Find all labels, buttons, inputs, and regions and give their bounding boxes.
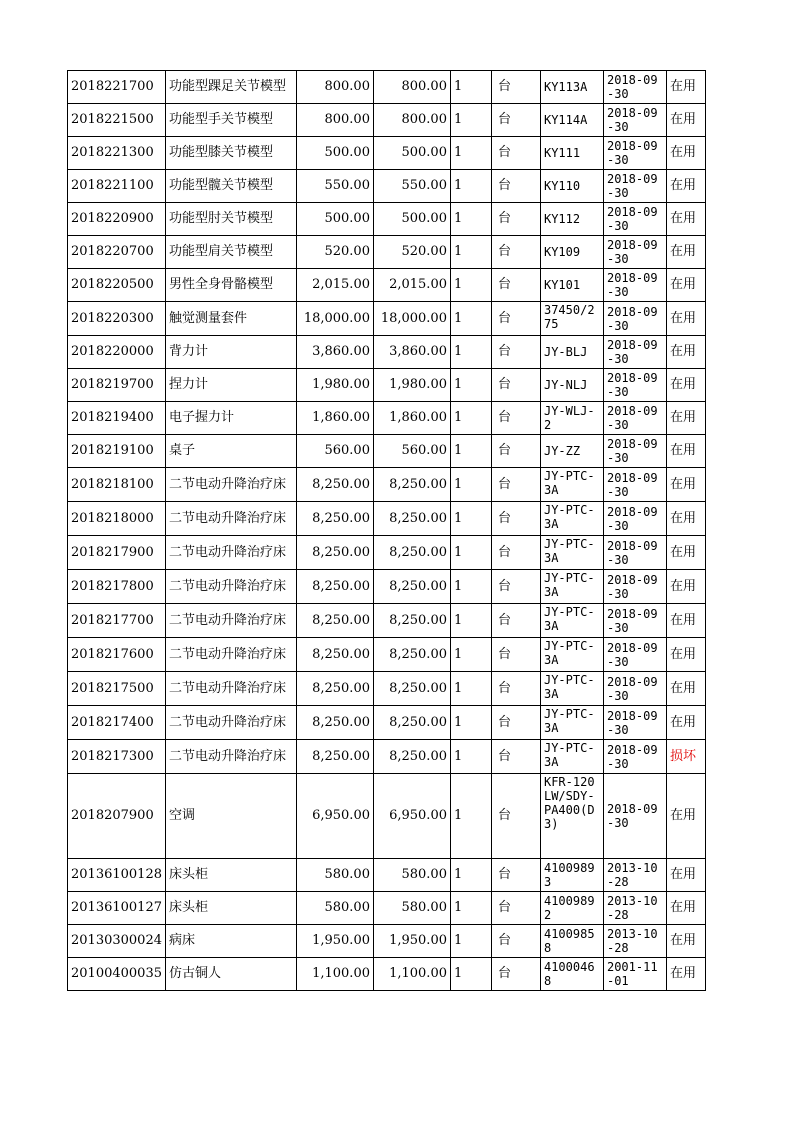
unit-price-cell: 8,250.00 — [296, 570, 373, 604]
quantity-cell: 1 — [450, 672, 491, 706]
quantity-cell: 1 — [450, 236, 491, 269]
unit-price-cell: 1,860.00 — [296, 402, 373, 435]
quantity-cell: 1 — [450, 925, 491, 958]
model-cell: KY110 — [540, 170, 603, 203]
model-cell: JY-PTC-3A — [540, 604, 603, 638]
unit-price-cell: 6,950.00 — [296, 774, 373, 859]
purchase-date-cell: 2018-09-30 — [603, 302, 666, 336]
table-row — [68, 336, 706, 369]
model-cell: KY114A — [540, 104, 603, 137]
table-row — [68, 925, 706, 958]
status-cell: 在用 — [666, 435, 705, 468]
purchase-date-cell: 2018-09-30 — [603, 336, 666, 369]
purchase-date-cell: 2013-10-28 — [603, 925, 666, 958]
total-price-cell: 18,000.00 — [373, 302, 450, 336]
unit-cell: 台 — [491, 402, 540, 435]
asset-id-cell: 2018217900 — [68, 536, 166, 570]
table-row — [68, 672, 706, 706]
purchase-date-cell: 2018-09-30 — [603, 604, 666, 638]
quantity-cell: 1 — [450, 740, 491, 774]
asset-id-cell: 2018219400 — [68, 402, 166, 435]
unit-price-cell: 580.00 — [296, 859, 373, 892]
asset-name-cell: 二节电动升降治疗床 — [165, 536, 296, 570]
unit-cell: 台 — [491, 203, 540, 236]
purchase-date-cell: 2018-09-30 — [603, 672, 666, 706]
table-row — [68, 71, 706, 104]
quantity-cell: 1 — [450, 570, 491, 604]
model-cell: KY112 — [540, 203, 603, 236]
asset-name-cell: 触觉测量套件 — [165, 302, 296, 336]
table-row — [68, 203, 706, 236]
purchase-date-cell: 2018-09-30 — [603, 468, 666, 502]
table-row — [68, 170, 706, 203]
status-cell: 在用 — [666, 859, 705, 892]
purchase-date-cell: 2018-09-30 — [603, 536, 666, 570]
asset-id-cell: 2018217300 — [68, 740, 166, 774]
unit-price-cell: 3,860.00 — [296, 336, 373, 369]
quantity-cell: 1 — [450, 536, 491, 570]
model-cell: JY-PTC-3A — [540, 570, 603, 604]
total-price-cell: 800.00 — [373, 104, 450, 137]
asset-id-cell: 2018220900 — [68, 203, 166, 236]
status-cell: 在用 — [666, 536, 705, 570]
unit-price-cell: 580.00 — [296, 892, 373, 925]
quantity-cell: 1 — [450, 369, 491, 402]
table-row — [68, 269, 706, 302]
unit-cell: 台 — [491, 706, 540, 740]
unit-price-cell: 500.00 — [296, 137, 373, 170]
quantity-cell: 1 — [450, 137, 491, 170]
purchase-date-cell: 2018-09-30 — [603, 740, 666, 774]
purchase-date-cell: 2018-09-30 — [603, 638, 666, 672]
asset-id-cell: 2018220700 — [68, 236, 166, 269]
asset-name-cell: 功能型手关节模型 — [165, 104, 296, 137]
total-price-cell: 1,860.00 — [373, 402, 450, 435]
unit-price-cell: 8,250.00 — [296, 638, 373, 672]
status-cell: 在用 — [666, 468, 705, 502]
asset-id-cell: 20130300024 — [68, 925, 166, 958]
asset-name-cell: 背力计 — [165, 336, 296, 369]
asset-table — [67, 70, 706, 991]
unit-cell: 台 — [491, 170, 540, 203]
total-price-cell: 8,250.00 — [373, 468, 450, 502]
model-cell: 41000468 — [540, 958, 603, 991]
model-cell: KY111 — [540, 137, 603, 170]
purchase-date-cell: 2018-09-30 — [603, 170, 666, 203]
model-cell: JY-PTC-3A — [540, 502, 603, 536]
table-row — [68, 638, 706, 672]
quantity-cell: 1 — [450, 71, 491, 104]
unit-cell: 台 — [491, 859, 540, 892]
quantity-cell: 1 — [450, 302, 491, 336]
purchase-date-cell: 2013-10-28 — [603, 859, 666, 892]
status-cell: 在用 — [666, 402, 705, 435]
status-cell: 在用 — [666, 137, 705, 170]
total-price-cell: 1,100.00 — [373, 958, 450, 991]
table-row — [68, 468, 706, 502]
unit-price-cell: 8,250.00 — [296, 706, 373, 740]
status-cell: 在用 — [666, 706, 705, 740]
asset-name-cell: 男性全身骨骼模型 — [165, 269, 296, 302]
unit-cell: 台 — [491, 104, 540, 137]
unit-price-cell: 800.00 — [296, 71, 373, 104]
model-cell: KY113A — [540, 71, 603, 104]
purchase-date-cell: 2018-09-30 — [603, 706, 666, 740]
total-price-cell: 550.00 — [373, 170, 450, 203]
unit-cell: 台 — [491, 570, 540, 604]
purchase-date-cell: 2018-09-30 — [603, 137, 666, 170]
table-row — [68, 604, 706, 638]
quantity-cell: 1 — [450, 104, 491, 137]
table-row — [68, 774, 706, 859]
table-row — [68, 302, 706, 336]
model-cell: KY101 — [540, 269, 603, 302]
asset-name-cell: 二节电动升降治疗床 — [165, 672, 296, 706]
table-row — [68, 892, 706, 925]
total-price-cell: 3,860.00 — [373, 336, 450, 369]
unit-price-cell: 8,250.00 — [296, 502, 373, 536]
model-cell: KFR-120LW/SDY-PA400(D3) — [540, 774, 603, 859]
quantity-cell: 1 — [450, 638, 491, 672]
table-row — [68, 236, 706, 269]
total-price-cell: 8,250.00 — [373, 740, 450, 774]
status-cell: 在用 — [666, 892, 705, 925]
status-cell: 在用 — [666, 958, 705, 991]
unit-price-cell: 520.00 — [296, 236, 373, 269]
model-cell: JY-PTC-3A — [540, 468, 603, 502]
asset-id-cell: 2018221100 — [68, 170, 166, 203]
purchase-date-cell: 2018-09-30 — [603, 71, 666, 104]
model-cell: JY-PTC-3A — [540, 706, 603, 740]
asset-id-cell: 2018220500 — [68, 269, 166, 302]
asset-name-cell: 二节电动升降治疗床 — [165, 468, 296, 502]
purchase-date-cell: 2018-09-30 — [603, 435, 666, 468]
asset-name-cell: 二节电动升降治疗床 — [165, 502, 296, 536]
unit-cell: 台 — [491, 892, 540, 925]
model-cell: JY-ZZ — [540, 435, 603, 468]
table-row — [68, 859, 706, 892]
total-price-cell: 500.00 — [373, 137, 450, 170]
unit-cell: 台 — [491, 638, 540, 672]
table-row — [68, 536, 706, 570]
purchase-date-cell: 2018-09-30 — [603, 570, 666, 604]
unit-cell: 台 — [491, 336, 540, 369]
table-row — [68, 137, 706, 170]
asset-id-cell: 2018217400 — [68, 706, 166, 740]
table-row — [68, 706, 706, 740]
model-cell: JY-NLJ — [540, 369, 603, 402]
asset-id-cell: 2018221700 — [68, 71, 166, 104]
purchase-date-cell: 2013-10-28 — [603, 892, 666, 925]
asset-name-cell: 床头柜 — [165, 859, 296, 892]
asset-name-cell: 二节电动升降治疗床 — [165, 706, 296, 740]
total-price-cell: 8,250.00 — [373, 638, 450, 672]
purchase-date-cell: 2018-09-30 — [603, 269, 666, 302]
asset-id-cell: 2018218000 — [68, 502, 166, 536]
total-price-cell: 8,250.00 — [373, 672, 450, 706]
asset-id-cell: 20136100128 — [68, 859, 166, 892]
status-cell: 在用 — [666, 203, 705, 236]
total-price-cell: 6,950.00 — [373, 774, 450, 859]
asset-id-cell: 2018221300 — [68, 137, 166, 170]
asset-name-cell: 二节电动升降治疗床 — [165, 604, 296, 638]
status-cell: 在用 — [666, 369, 705, 402]
table-row — [68, 402, 706, 435]
unit-cell: 台 — [491, 302, 540, 336]
unit-price-cell: 500.00 — [296, 203, 373, 236]
status-cell: 在用 — [666, 236, 705, 269]
asset-id-cell: 2018220300 — [68, 302, 166, 336]
total-price-cell: 500.00 — [373, 203, 450, 236]
asset-table-body — [68, 71, 706, 991]
status-cell: 在用 — [666, 570, 705, 604]
total-price-cell: 800.00 — [373, 71, 450, 104]
asset-name-cell: 仿古铜人 — [165, 958, 296, 991]
table-row — [68, 570, 706, 604]
total-price-cell: 8,250.00 — [373, 536, 450, 570]
model-cell: 37450/275 — [540, 302, 603, 336]
model-cell: JY-PTC-3A — [540, 672, 603, 706]
status-cell: 在用 — [666, 672, 705, 706]
quantity-cell: 1 — [450, 502, 491, 536]
purchase-date-cell: 2018-09-30 — [603, 104, 666, 137]
status-cell: 在用 — [666, 604, 705, 638]
unit-price-cell: 560.00 — [296, 435, 373, 468]
asset-id-cell: 20136100127 — [68, 892, 166, 925]
unit-cell: 台 — [491, 536, 540, 570]
quantity-cell: 1 — [450, 706, 491, 740]
unit-cell: 台 — [491, 236, 540, 269]
unit-price-cell: 8,250.00 — [296, 740, 373, 774]
asset-name-cell: 床头柜 — [165, 892, 296, 925]
quantity-cell: 1 — [450, 269, 491, 302]
unit-price-cell: 1,980.00 — [296, 369, 373, 402]
unit-price-cell: 8,250.00 — [296, 604, 373, 638]
status-cell: 在用 — [666, 502, 705, 536]
total-price-cell: 8,250.00 — [373, 570, 450, 604]
unit-cell: 台 — [491, 604, 540, 638]
model-cell: JY-PTC-3A — [540, 536, 603, 570]
status-cell: 在用 — [666, 638, 705, 672]
unit-cell: 台 — [491, 468, 540, 502]
asset-name-cell: 捏力计 — [165, 369, 296, 402]
unit-price-cell: 2,015.00 — [296, 269, 373, 302]
asset-id-cell: 2018207900 — [68, 774, 166, 859]
asset-id-cell: 20100400035 — [68, 958, 166, 991]
quantity-cell: 1 — [450, 774, 491, 859]
asset-id-cell: 2018219700 — [68, 369, 166, 402]
quantity-cell: 1 — [450, 468, 491, 502]
model-cell: JY-BLJ — [540, 336, 603, 369]
status-cell: 损坏 — [666, 740, 705, 774]
quantity-cell: 1 — [450, 892, 491, 925]
unit-cell: 台 — [491, 774, 540, 859]
model-cell: JY-PTC-3A — [540, 638, 603, 672]
quantity-cell: 1 — [450, 402, 491, 435]
asset-name-cell: 病床 — [165, 925, 296, 958]
asset-id-cell: 2018221500 — [68, 104, 166, 137]
total-price-cell: 560.00 — [373, 435, 450, 468]
purchase-date-cell: 2018-09-30 — [603, 369, 666, 402]
model-cell: JY-PTC-3A — [540, 740, 603, 774]
asset-name-cell: 功能型肩关节模型 — [165, 236, 296, 269]
asset-name-cell: 二节电动升降治疗床 — [165, 638, 296, 672]
table-row — [68, 740, 706, 774]
unit-price-cell: 18,000.00 — [296, 302, 373, 336]
asset-name-cell: 二节电动升降治疗床 — [165, 570, 296, 604]
unit-price-cell: 8,250.00 — [296, 468, 373, 502]
unit-cell: 台 — [491, 502, 540, 536]
quantity-cell: 1 — [450, 859, 491, 892]
asset-name-cell: 二节电动升降治疗床 — [165, 740, 296, 774]
unit-cell: 台 — [491, 369, 540, 402]
unit-cell: 台 — [491, 925, 540, 958]
unit-cell: 台 — [491, 672, 540, 706]
total-price-cell: 520.00 — [373, 236, 450, 269]
model-cell: 41009892 — [540, 892, 603, 925]
asset-id-cell: 2018220000 — [68, 336, 166, 369]
table-row — [68, 958, 706, 991]
asset-name-cell: 功能型髋关节模型 — [165, 170, 296, 203]
purchase-date-cell: 2018-09-30 — [603, 774, 666, 859]
model-cell: KY109 — [540, 236, 603, 269]
asset-id-cell: 2018219100 — [68, 435, 166, 468]
purchase-date-cell: 2018-09-30 — [603, 402, 666, 435]
quantity-cell: 1 — [450, 958, 491, 991]
unit-cell: 台 — [491, 71, 540, 104]
asset-name-cell: 功能型肘关节模型 — [165, 203, 296, 236]
asset-name-cell: 功能型踝足关节模型 — [165, 71, 296, 104]
table-row — [68, 502, 706, 536]
total-price-cell: 8,250.00 — [373, 706, 450, 740]
table-row — [68, 104, 706, 137]
asset-name-cell: 功能型膝关节模型 — [165, 137, 296, 170]
table-row — [68, 369, 706, 402]
total-price-cell: 8,250.00 — [373, 604, 450, 638]
total-price-cell: 8,250.00 — [373, 502, 450, 536]
status-cell: 在用 — [666, 170, 705, 203]
unit-price-cell: 550.00 — [296, 170, 373, 203]
unit-cell: 台 — [491, 958, 540, 991]
purchase-date-cell: 2018-09-30 — [603, 203, 666, 236]
total-price-cell: 1,950.00 — [373, 925, 450, 958]
asset-name-cell: 空调 — [165, 774, 296, 859]
unit-cell: 台 — [491, 269, 540, 302]
model-cell: 41009893 — [540, 859, 603, 892]
total-price-cell: 580.00 — [373, 859, 450, 892]
status-cell: 在用 — [666, 336, 705, 369]
quantity-cell: 1 — [450, 170, 491, 203]
quantity-cell: 1 — [450, 435, 491, 468]
unit-price-cell: 800.00 — [296, 104, 373, 137]
status-cell: 在用 — [666, 71, 705, 104]
total-price-cell: 580.00 — [373, 892, 450, 925]
asset-name-cell: 电子握力计 — [165, 402, 296, 435]
unit-cell: 台 — [491, 435, 540, 468]
asset-id-cell: 2018217700 — [68, 604, 166, 638]
unit-price-cell: 8,250.00 — [296, 672, 373, 706]
purchase-date-cell: 2018-09-30 — [603, 502, 666, 536]
unit-price-cell: 1,100.00 — [296, 958, 373, 991]
asset-id-cell: 2018218100 — [68, 468, 166, 502]
total-price-cell: 2,015.00 — [373, 269, 450, 302]
purchase-date-cell: 2001-11-01 — [603, 958, 666, 991]
status-cell: 在用 — [666, 774, 705, 859]
quantity-cell: 1 — [450, 203, 491, 236]
unit-price-cell: 1,950.00 — [296, 925, 373, 958]
status-cell: 在用 — [666, 104, 705, 137]
status-cell: 在用 — [666, 925, 705, 958]
status-cell: 在用 — [666, 302, 705, 336]
unit-price-cell: 8,250.00 — [296, 536, 373, 570]
asset-id-cell: 2018217600 — [68, 638, 166, 672]
unit-cell: 台 — [491, 740, 540, 774]
unit-cell: 台 — [491, 137, 540, 170]
total-price-cell: 1,980.00 — [373, 369, 450, 402]
status-cell: 在用 — [666, 269, 705, 302]
asset-id-cell: 2018217500 — [68, 672, 166, 706]
table-row — [68, 435, 706, 468]
asset-id-cell: 2018217800 — [68, 570, 166, 604]
purchase-date-cell: 2018-09-30 — [603, 236, 666, 269]
quantity-cell: 1 — [450, 336, 491, 369]
model-cell: JY-WLJ-2 — [540, 402, 603, 435]
asset-name-cell: 桌子 — [165, 435, 296, 468]
model-cell: 41009858 — [540, 925, 603, 958]
quantity-cell: 1 — [450, 604, 491, 638]
